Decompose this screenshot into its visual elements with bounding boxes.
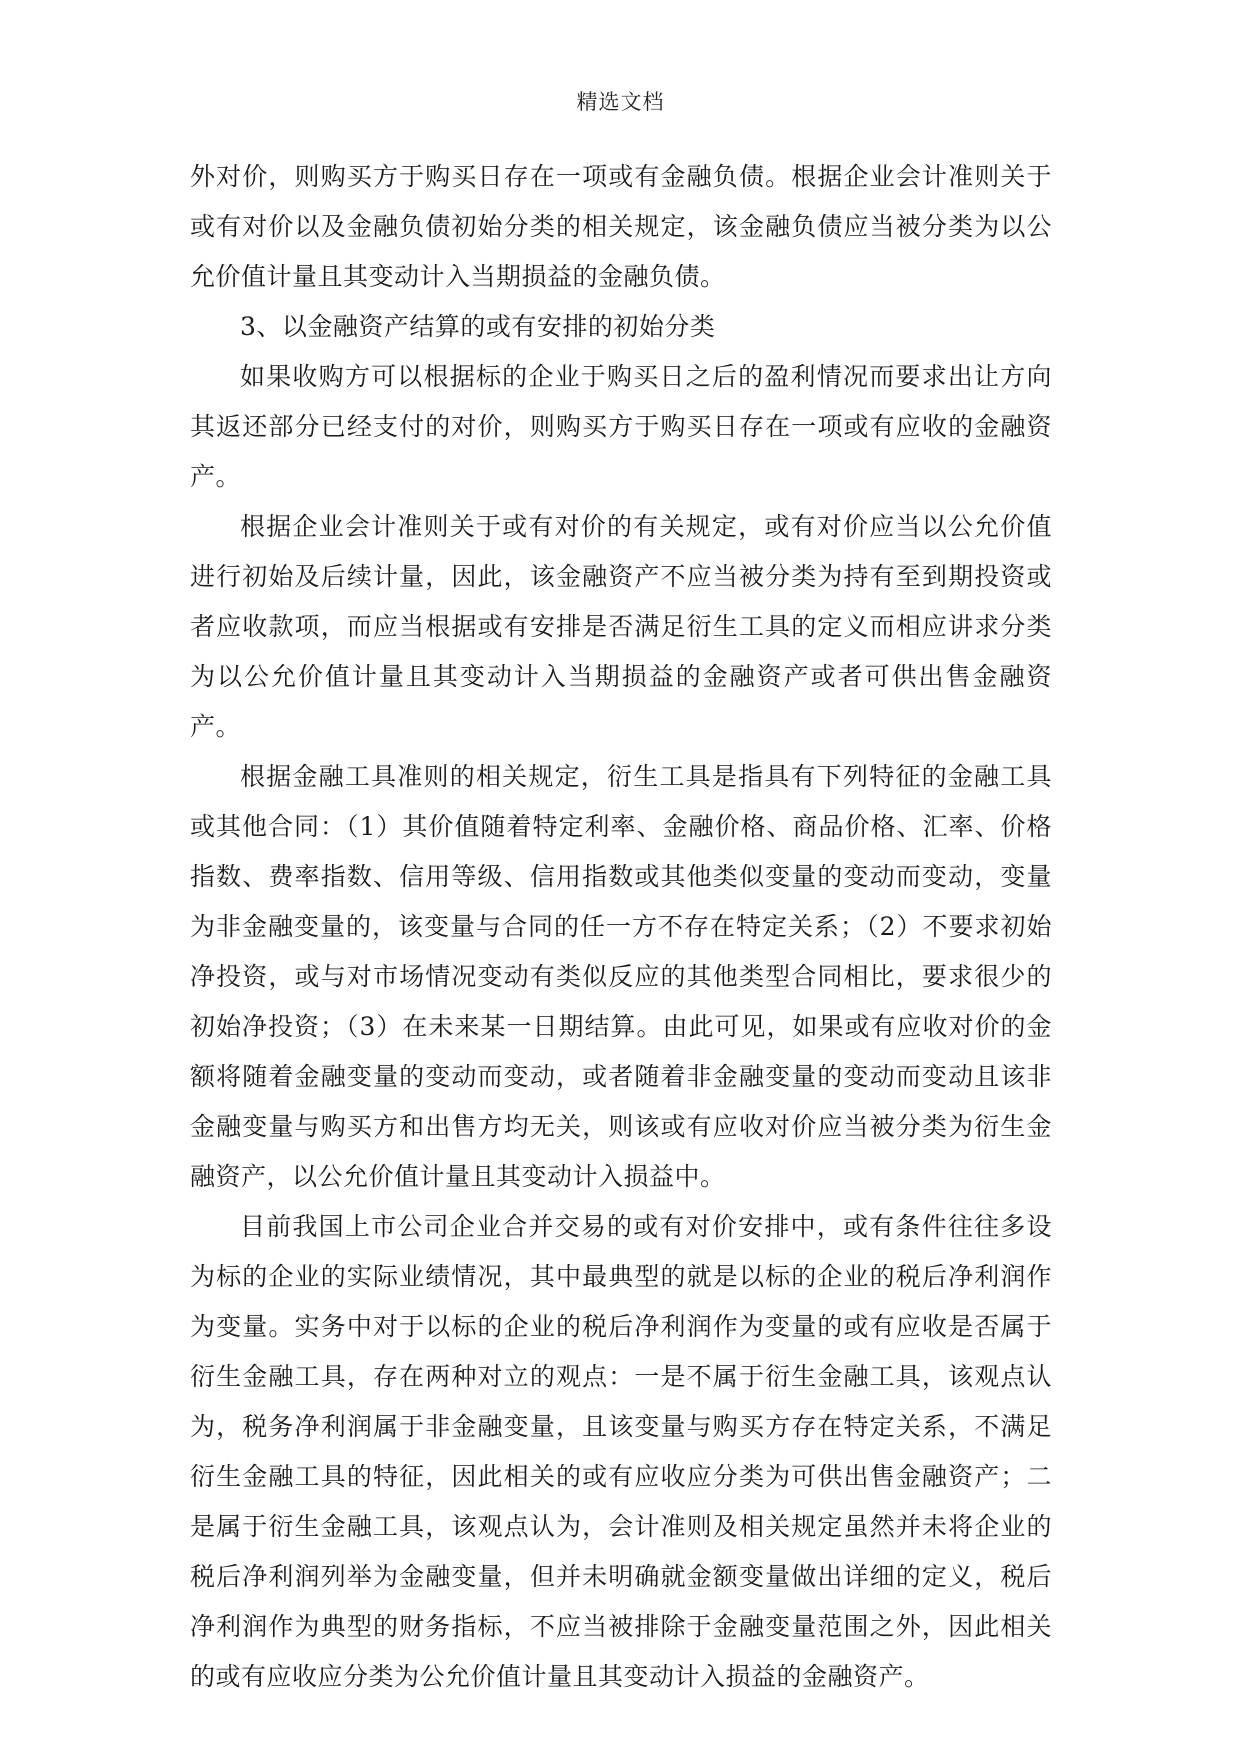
paragraph: 如果收购方可以根据标的企业于购买日之后的盈利情况而要求出让方向其返还部分已经支付的对价，则购买方于购买日存在一项或有应收的金融资产。: [190, 362, 1052, 491]
document-body: [190, 152, 1052, 1702]
paragraph: 根据金融工具准则的相关规定，衍生工具是指具有下列特征的金融工具或其他合同：（1）其价值随着特定利率、金融价格、商品价格、汇率、价格指数、费率指数、信用等级、信用指数或其他类似变量的变动而变动，变量为非金融变量的，该变量与合同的任一方不存在特定关系；（2）不要求初始净投资，或与对市场情况变动有类似反应的其他类型合同相比，要求很少的初始净投资；（3）在未来某一日期结算。由此可见，如果或有应收对价的金额将随着金融变量的变动而变动，或者随着非金融变量的变动而变动且该非金融变量与购买方和出售方均无关，则该或有应收对价应当被分类为衍生金融资产，以公允价值计量且其变动计入损益中。: [190, 762, 1052, 1191]
page-header: 精选文档: [576, 90, 665, 114]
section-heading: 3、以金融资产结算的或有安排的初始分类: [240, 312, 716, 341]
paragraph: 根据企业会计准则关于或有对价的有关规定，或有对价应当以公允价值进行初始及后续计量，因此，该金融资产不应当被分类为持有至到期投资或者应收款项，而应当根据或有安排是否满足衍生工具的定义而相应讲求分类为以公允价值计量且其变动计入当期损益的金融资产或者可供出售金融资产。: [190, 512, 1052, 741]
paragraph-continuation: 外对价，则购买方于购买日存在一项或有金融负债。根据企业会计准则关于或有对价以及金融负债初始分类的相关规定，该金融负债应当被分类为以公允价值计量且其变动计入当期损益的金融负债。: [190, 162, 1052, 291]
paragraph: 目前我国上市公司企业合并交易的或有对价安排中，或有条件往往多设为标的企业的实际业绩情况，其中最典型的就是以标的企业的税后净利润作为变量。实务中对于以标的企业的税后净利润作为变量的或有应收是否属于衍生金融工具，存在两种对立的观点：一是不属于衍生金融工具，该观点认为，税务净利润属于非金融变量，且该变量与购买方存在特定关系，不满足衍生金融工具的特征，因此相关的或有应收应分类为可供出售金融资产；二是属于衍生金融工具，该观点认为，会计准则及相关规定虽然并未将企业的税后净利润列举为金融变量，但并未明确就金额变量做出详细的定义，税后净利润作为典型的财务指标，不应当被排除于金融变量范围之外，因此相关的或有应收应分类为公允价值计量且其变动计入损益的金融资产。: [190, 1212, 1052, 1691]
